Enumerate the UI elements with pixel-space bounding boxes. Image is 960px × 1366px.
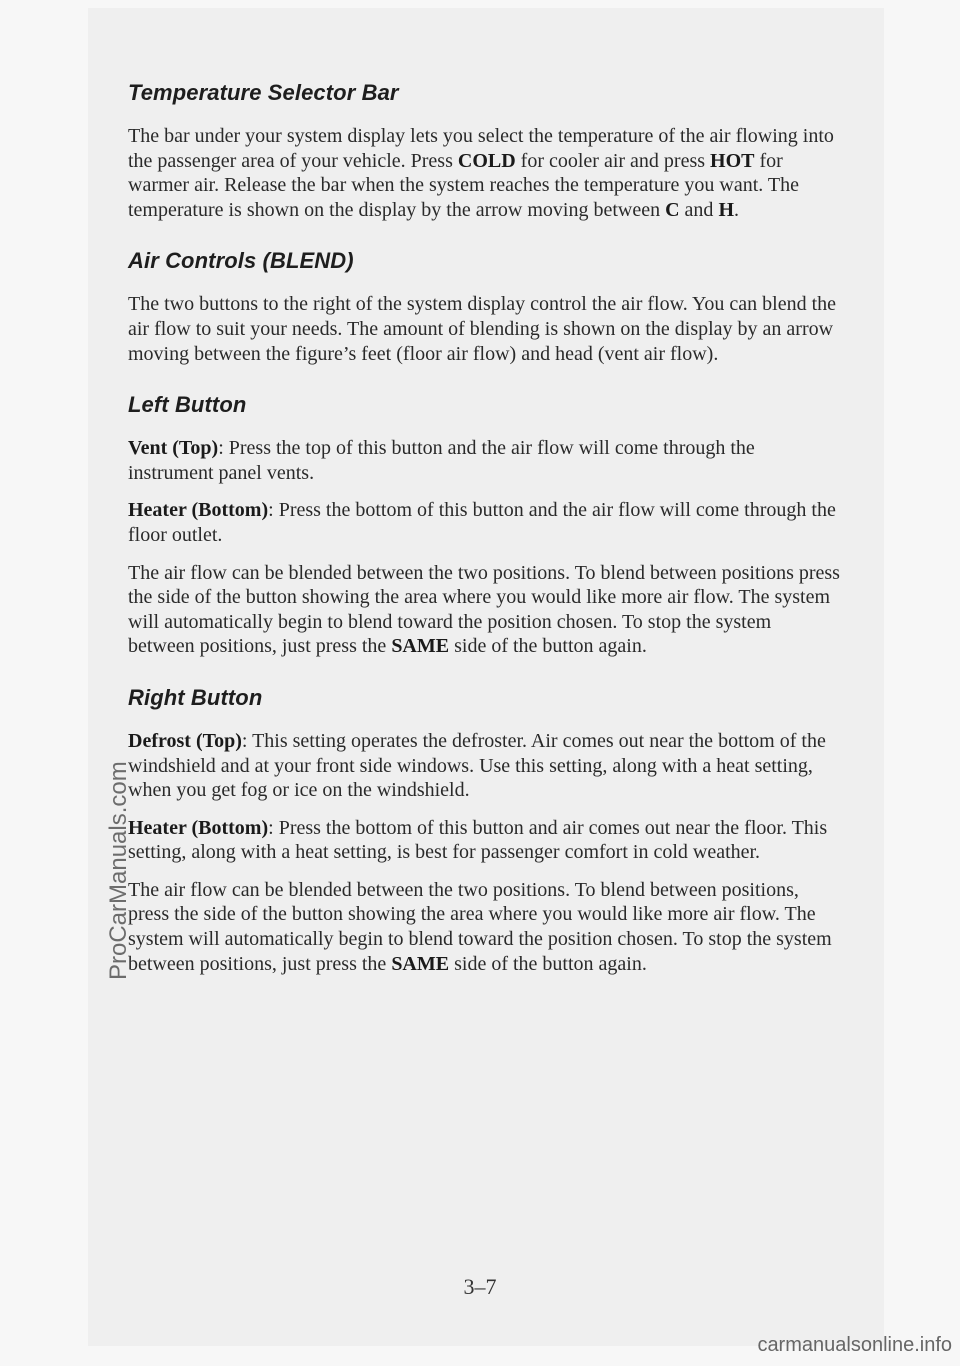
bottom-watermark: carmanualsonline.info bbox=[757, 1334, 952, 1356]
text-run: for cooler air and press bbox=[515, 149, 711, 172]
bold-term: SAME bbox=[391, 952, 450, 975]
section-heading: Left Button bbox=[128, 392, 247, 418]
paragraph bbox=[128, 816, 840, 865]
paragraph bbox=[128, 292, 840, 366]
bold-term: Heater (Bottom) bbox=[128, 816, 269, 839]
text-run: side of the button again. bbox=[449, 635, 647, 658]
section-heading: Temperature Selector Bar bbox=[128, 80, 399, 105]
side-watermark: ProCarManuals.com bbox=[105, 761, 132, 980]
text-run: The air flow can be blended between the two positions. To blend between positions, press the side of the button showing the area where you would like more air flow. The system will automatically begin to blend toward the position chosen. To stop the system between positions, just press the bbox=[128, 878, 832, 975]
text-run: : This setting operates the defroster. Air comes out near the bottom of the windshield and at your front side windows. Use this setting, along with a heat setting, when you get fog or ice on the windshield. bbox=[128, 729, 826, 802]
bold-term: HOT bbox=[710, 149, 755, 172]
bold-term: H bbox=[718, 198, 734, 221]
text-run: : Press the bottom of this button and air comes out near the floor. This setting, along with a heat setting, is best for passenger comfort in cold weather. bbox=[128, 816, 828, 864]
text-run: : Press the bottom of this button and the air flow will come through the floor outlet. bbox=[128, 499, 836, 546]
paragraph bbox=[128, 498, 840, 547]
section bbox=[128, 80, 840, 222]
paragraph bbox=[128, 124, 840, 222]
paragraph bbox=[128, 729, 840, 803]
bold-term: Heater (Bottom) bbox=[128, 499, 269, 522]
section-heading: Right Button bbox=[128, 684, 263, 710]
text-run: for warmer air. Release the bar when the system reaches the temperature you want. The temperature is shown on the display by the arrow moving between bbox=[128, 149, 800, 221]
text-run: The bar under your system display lets you select the temperature of the air flowing into the passenger area of your vehicle. Press bbox=[128, 125, 834, 172]
section bbox=[128, 248, 840, 366]
section-heading: Air Controls (BLEND) bbox=[128, 248, 354, 274]
side-watermark-wrap bbox=[105, 761, 132, 980]
text-run: side of the button again. bbox=[449, 952, 647, 975]
page-number: 3–7 bbox=[463, 1274, 497, 1299]
paragraph bbox=[128, 561, 840, 659]
section bbox=[128, 392, 840, 659]
paragraph bbox=[128, 878, 840, 976]
bold-term: COLD bbox=[457, 149, 516, 172]
bold-term: C bbox=[665, 198, 680, 221]
page-content bbox=[128, 80, 840, 1002]
text-run: : Press the top of this button and the air flow will come through the instrument panel vents. bbox=[128, 437, 755, 484]
text-run: The air flow can be blended between the two positions. To blend between positions press the side of the button showing the area where you would like more air flow. The system will automatically begin to blend toward the position chosen. To stop the system between positions, just press the bbox=[128, 561, 840, 658]
section bbox=[128, 685, 840, 976]
bold-term: Vent (Top) bbox=[128, 437, 219, 460]
text-run: The two buttons to the right of the system display control the air flow. You can blend the air flow to suit your needs. The amount of blending is shown on the display by an arrow moving between the figure’s feet (floor air flow) and head (vent air flow). bbox=[128, 293, 837, 365]
text-run: . bbox=[734, 198, 739, 221]
bold-term: Defrost (Top) bbox=[128, 729, 242, 752]
paragraph bbox=[128, 436, 840, 485]
bold-term: SAME bbox=[391, 635, 450, 658]
text-run: and bbox=[679, 198, 719, 221]
